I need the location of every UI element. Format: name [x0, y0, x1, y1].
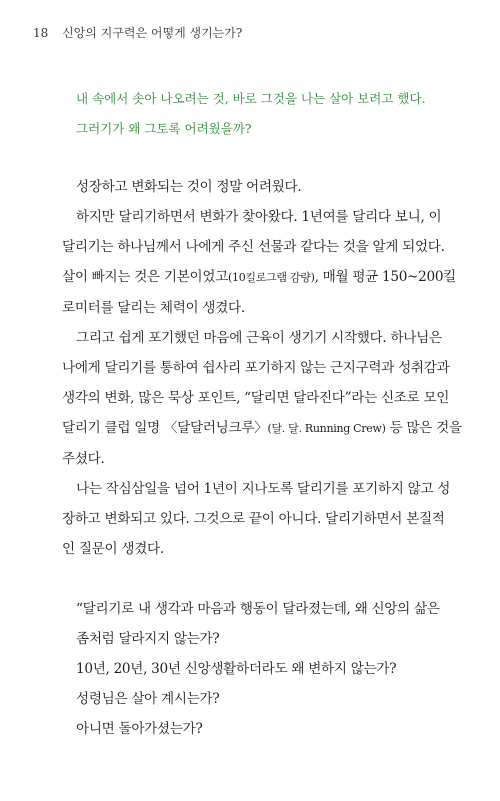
body-text-segment: , 매월 평균 150~200킬 [314, 269, 457, 285]
body-line: “달리기로 내 생각과 마음과 행동이 달라졌는데, 왜 신앙의 삶은 [76, 601, 440, 617]
running-title: 신앙의 지구력은 어떻게 생기는가? [62, 26, 243, 40]
body-parenthetical: (10킬로그램 감량) [228, 271, 315, 284]
paragraph-gap [62, 564, 462, 594]
body-text-segment: 살이 빠지는 것은 기본이었고 [62, 269, 229, 285]
body-line: 장하고 변화되고 있다. 그것으로 끝이 아니다. 달리기하면서 본질적 [62, 511, 445, 527]
body-line: 하지만 달리기하면서 변화가 찾아왔다. 1년여를 달리다 보니, 이 [76, 209, 442, 225]
body-parenthetical: (달. 달. Running Crew) [267, 422, 386, 435]
body-text-segment: 등 많은 것을 [385, 420, 462, 436]
body-line [62, 413, 462, 444]
body-line: 10년, 20년, 30년 신앙생활하더라도 왜 변하지 않는가? [76, 661, 397, 677]
body-line: 나에게 달리기를 통하여 쉽사리 포기하지 않는 근지구력과 성취감과 [62, 360, 450, 376]
body-line [62, 262, 462, 293]
quote-line: 내 속에서 솟아 나오려는 것, 바로 그것을 나는 살아 보려고 했다. [76, 91, 426, 106]
body-line: 좀처럼 달라지지 않는가? [76, 631, 220, 647]
body-line: 로미터를 달리는 체력이 생겼다. [62, 300, 245, 316]
body-text-segment: 달리기 클럽 일명 〈달달러닝크루〉 [62, 420, 268, 436]
body-line: 나는 작심삼일을 넘어 1년이 지나도록 달리기를 포기하지 않고 성 [76, 481, 451, 497]
body-line: 달리기는 하나님께서 나에게 주신 선물과 같다는 것을 알게 되었다. [62, 239, 445, 255]
running-header [33, 24, 242, 41]
body-line: 성령님은 살아 계시는가? [76, 691, 220, 707]
body-line: 성장하고 변화되는 것이 정말 어려웠다. [76, 179, 302, 195]
body-line: 그리고 쉽게 포기했던 마음에 근육이 생기기 시작했다. 하나님은 [76, 330, 442, 346]
body-line: 주셨다. [62, 451, 105, 467]
epigraph-quote [76, 84, 476, 144]
body-line: 인 질문이 생겼다. [62, 541, 164, 557]
page-number: 18 [33, 26, 49, 40]
body-line: 생각의 변화, 많은 묵상 포인트, “달리면 달라진다”라는 신조로 모인 [62, 390, 450, 406]
quote-line: 그러기가 왜 그토록 어려웠을까? [76, 121, 252, 136]
body-text [62, 172, 462, 744]
body-line: 아니면 돌아가셨는가? [76, 721, 203, 737]
